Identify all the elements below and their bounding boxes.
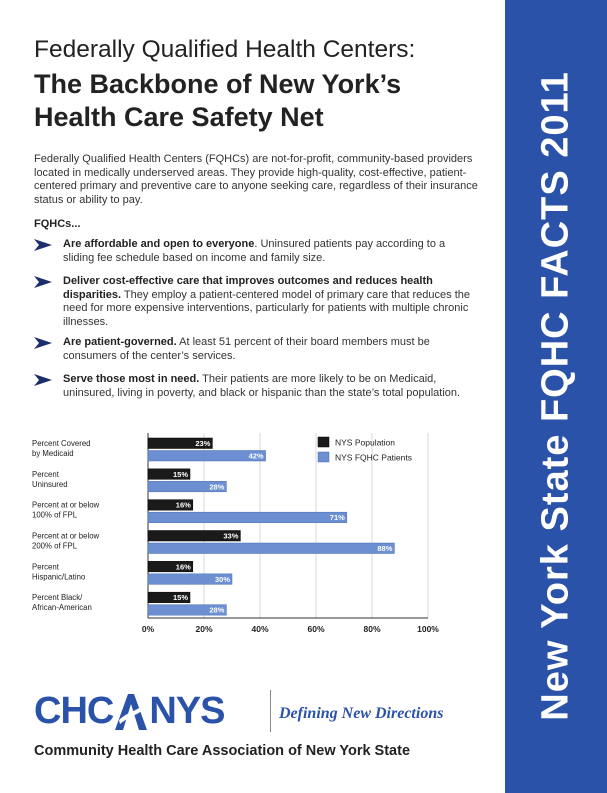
- legend-swatch: [318, 437, 329, 447]
- title-line-1: Federally Qualified Health Centers:: [34, 36, 416, 63]
- category-label: African-American: [32, 603, 92, 613]
- category-label: Percent Black/: [32, 593, 83, 603]
- bar-value-label: 16%: [175, 562, 191, 572]
- bar: [148, 512, 347, 523]
- bar-value-label: 28%: [209, 482, 225, 492]
- title-line-2: The Backbone of New York’s Health Care Safety Net: [34, 69, 402, 132]
- bullet-body: . Uninsured patients pay according to a sliding fee schedule based on income and family size.: [63, 238, 446, 264]
- x-tick-label: 60%: [307, 624, 325, 634]
- legend-label: NYS FQHC Patients: [335, 452, 412, 463]
- arrow-bullet-icon: [34, 374, 52, 386]
- category-label: Percent at or below: [32, 500, 100, 510]
- legend-swatch: [318, 452, 329, 462]
- bullet-body: Their patients are more likely to be on Medicaid, uninsured, living in poverty, and black or hispanic than the state’s total population.: [63, 373, 461, 399]
- bullet-bold: Are patient-governed.: [63, 336, 177, 348]
- category-label: by Medicaid: [32, 449, 74, 458]
- category-label: Percent: [32, 562, 59, 572]
- bullet-body: At least 51 percent of their board members must be consumers of the center’s services.: [63, 336, 430, 362]
- category-label: Percent: [32, 469, 59, 479]
- bullet-text: [63, 373, 473, 400]
- bar-chart: [30, 428, 450, 643]
- arrow-bullet-icon: [34, 337, 52, 349]
- bar-value-label: 28%: [209, 605, 225, 615]
- bullet-text: [63, 238, 473, 265]
- sidebar-title: New York State FQHC FACTS 2011: [534, 71, 577, 721]
- x-tick-label: 0%: [141, 624, 155, 634]
- category-label: Uninsured: [32, 479, 68, 489]
- category-label: Hispanic/Latino: [32, 572, 86, 582]
- bar-value-label: 15%: [172, 469, 188, 479]
- sidebar-band: [505, 0, 607, 793]
- bar-value-label: 30%: [214, 574, 230, 584]
- bar: [148, 543, 394, 554]
- chcanys-logo: [34, 690, 224, 732]
- bullet-bold: Serve those most in need.: [63, 373, 200, 385]
- bar-value-label: 15%: [172, 593, 188, 603]
- logo-divider: [270, 690, 271, 732]
- logo-text-chc: CHC: [34, 689, 114, 732]
- bullet-text: [63, 336, 473, 363]
- x-tick-label: 40%: [251, 624, 269, 634]
- bar-value-label: 42%: [248, 451, 264, 461]
- bar-value-label: 16%: [175, 500, 191, 510]
- x-tick-label: 20%: [195, 624, 213, 634]
- bullet-bold: Deliver cost-effective care that improves outcomes and reduces health disparities.: [63, 275, 433, 301]
- logo-block: [34, 690, 484, 740]
- bullet-text: [63, 275, 473, 329]
- logo-text-nys: NYS: [149, 689, 225, 732]
- bar-value-label: 33%: [223, 531, 239, 541]
- intro-paragraph: Federally Qualified Health Centers (FQHCs) are not-for-profit, community-based providers located in medically underserved areas. They provide high-quality, cost-effective, patient-centered primary and preventive care to anyone seeking care, regardless of their insurance status or ability to pay.: [34, 153, 478, 206]
- category-label: Percent at or below: [32, 531, 100, 541]
- tagline: Defining New Directions: [279, 705, 444, 722]
- arrow-bullet-icon: [34, 276, 52, 288]
- arrow-bullet-icon: [34, 239, 52, 251]
- organization-name: Community Health Care Association of New York State: [34, 743, 411, 759]
- bar-value-label: 88%: [377, 544, 393, 553]
- bullet-body: They employ a patient-centered model of primary care that reduces the need for more expensive interventions, particularly for patients with multiple chronic illnesses.: [63, 288, 471, 328]
- bar-value-label: 71%: [329, 513, 345, 523]
- legend-label: NYS Population: [335, 437, 396, 448]
- x-tick-label: 80%: [363, 624, 381, 634]
- bar-value-label: 23%: [195, 439, 211, 448]
- category-label: 200% of FPL: [32, 541, 78, 551]
- x-tick-label: 100%: [417, 624, 439, 634]
- bullet-bold: Are affordable and open to everyone: [63, 238, 255, 250]
- list-heading: FQHCs...: [34, 218, 81, 230]
- category-label: Percent Covered: [32, 439, 91, 448]
- logo-a-mark-icon: [113, 690, 149, 732]
- category-label: 100% of FPL: [32, 510, 78, 520]
